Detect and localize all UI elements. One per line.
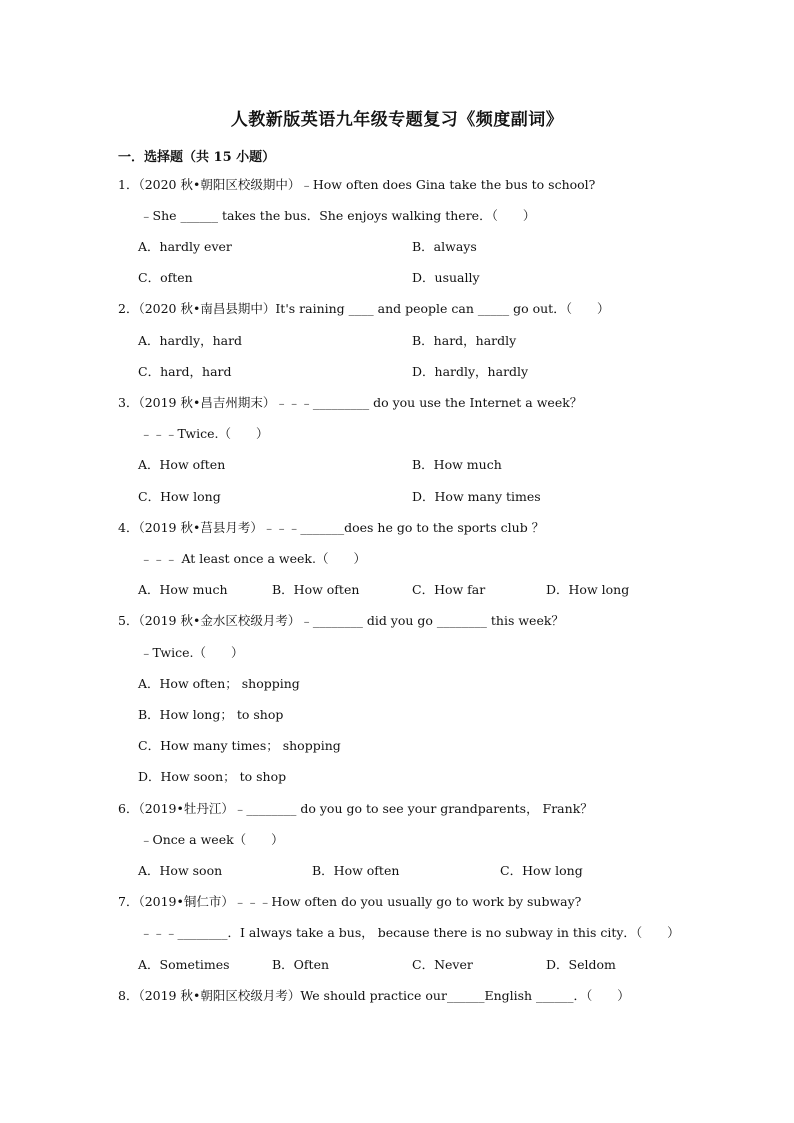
question-4-stem: 4．（2019 秋•莒县月考）﹣﹣﹣_______does he go to the sports club ？ (118, 520, 545, 535)
question-7-option-a: A．Sometimes (138, 957, 230, 972)
question-1-option-c: C．often (138, 270, 193, 285)
question-3-option-a: A．How often (138, 457, 226, 472)
question-6-option-a: A．How soon (138, 863, 223, 878)
question-3-option-c: C．How long (138, 489, 221, 504)
question-5-sub: ﹣Twice.（ ） (140, 645, 244, 660)
question-6-option-c: C．How long (500, 863, 583, 878)
question-1-option-d: D．usually (412, 270, 480, 285)
question-3-sub: ﹣﹣﹣Twice.（ ） (140, 426, 269, 441)
question-7-option-c: C．Never (412, 957, 473, 972)
question-7-option-b: B．Often (272, 957, 330, 972)
question-1-stem: 1．（2020 秋•朝阳区校级期中）﹣How often does Gina take the bus to school? (118, 177, 596, 192)
question-6-stem: 6．（2019•牡丹江）﹣________ do you go to see your grandparents， Frank？ (118, 801, 593, 816)
question-5-option-d: D．How soon； to shop (138, 769, 287, 784)
question-2-stem: 2．（2020 秋•南昌县期中）It's raining ____ and people can _____ go out．（ ） (118, 301, 610, 316)
document-title: 人教新版英语九年级专题复习《频度副词》 (230, 110, 564, 130)
question-1-option-a: A．hardly ever (138, 239, 232, 254)
question-4-option-a: A．How much (138, 582, 228, 597)
question-4-option-d: D．How long (546, 582, 630, 597)
question-3-option-d: D．How many times (412, 489, 541, 504)
question-7-stem: 7．（2019•铜仁市）﹣﹣﹣How often do you usually go to work by subway? (118, 894, 582, 909)
question-3-option-b: B．How much (412, 457, 502, 472)
question-2-option-d: D．hardly，hardly (412, 364, 529, 379)
question-8-stem: 8．（2019 秋•朝阳区校级月考）We should practice our______English ______．（ ） (118, 988, 630, 1003)
question-2-option-c: C．hard，hard (138, 364, 232, 379)
question-4-sub: ﹣﹣﹣ At least once a week.（ ） (140, 551, 366, 566)
question-6-sub: ﹣Once a week（ ） (140, 832, 284, 847)
question-4-option-b: B．How often (272, 582, 360, 597)
question-7-option-d: D．Seldom (546, 957, 616, 972)
question-1-option-b: B．always (412, 239, 477, 254)
question-5-option-c: C．How many times； shopping (138, 738, 341, 753)
question-2-option-b: B．hard，hardly (412, 333, 517, 348)
question-4-option-c: C．How far (412, 582, 486, 597)
question-2-option-a: A．hardly，hard (138, 333, 243, 348)
question-3-stem: 3．（2019 秋•昌吉州期末）﹣﹣﹣_________ do you use the Internet a week？ (118, 395, 583, 410)
question-1-sub: ﹣She ______ takes the bus．She enjoys walking there．（ ） (140, 208, 536, 223)
question-5-stem: 5．（2019 秋•金水区校级月考）﹣________ did you go ________ this week？ (118, 613, 564, 628)
question-7-sub: ﹣﹣﹣________．I always take a bus， because there is no subway in this city．（ ） (140, 925, 680, 940)
question-6-option-b: B．How often (312, 863, 400, 878)
section-heading: 一．选择题（共 15 小题） (118, 150, 276, 165)
question-5-option-a: A．How often； shopping (138, 676, 300, 691)
question-5-option-b: B．How long； to shop (138, 707, 284, 722)
